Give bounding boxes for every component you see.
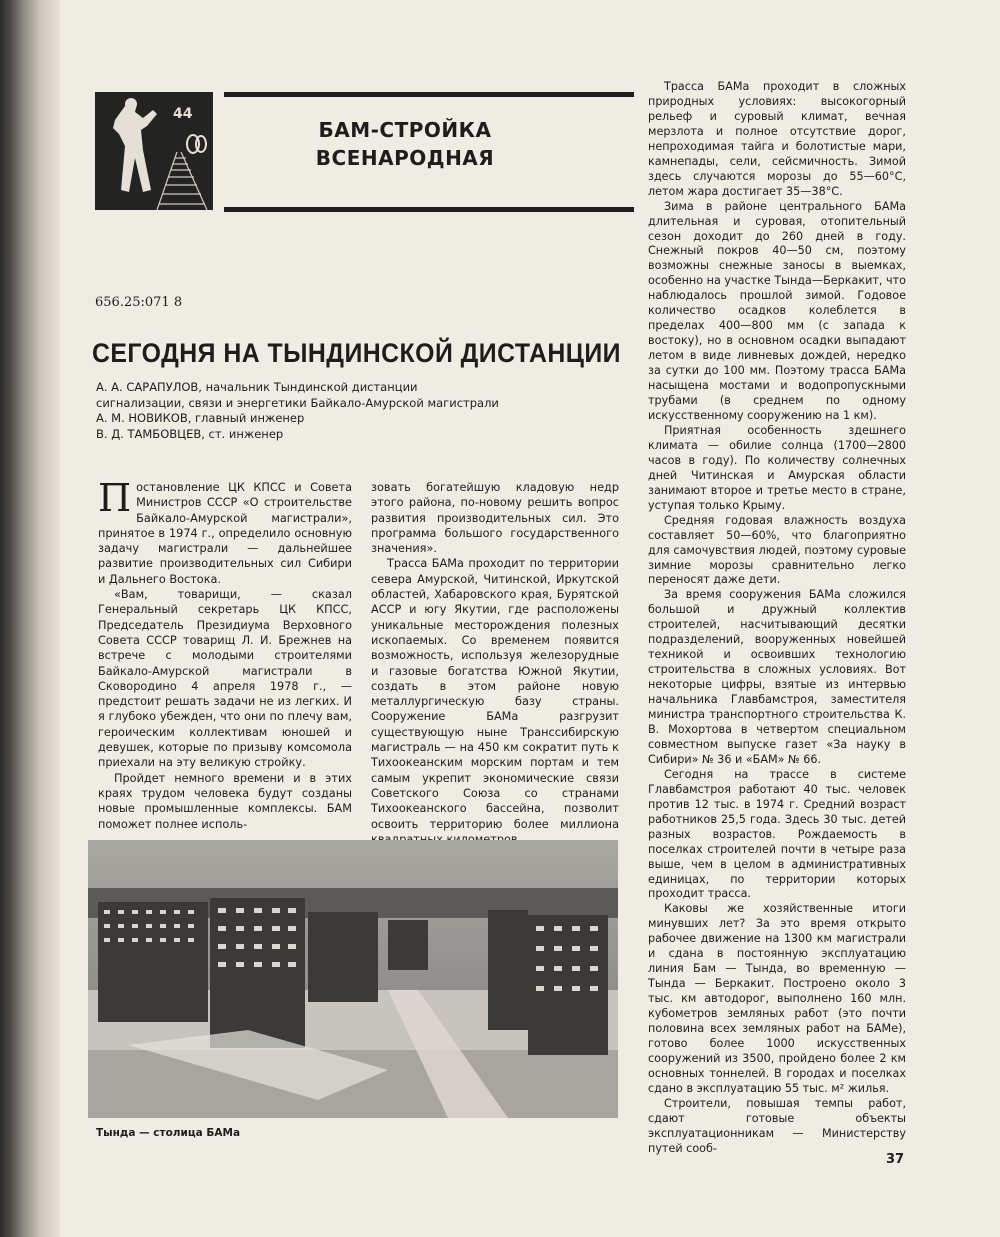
banner-bottom-rule xyxy=(224,207,634,212)
page-number: 37 xyxy=(886,1152,905,1167)
author-line: В. Д. ТАМБОВЦЕВ, ст. инженер xyxy=(96,426,284,441)
tynda-city-photo xyxy=(88,840,618,1118)
paragraph: зовать богатейшую кладовую недр этого района, по-новому решить вопрос развития производительных сил. Это программа большого государственного значения». xyxy=(371,481,619,556)
paragraph: Трасса БАМа проходит по территории севера Амурской, Читинской, Иркутской областей, Хабаровского края, Бурятской АССР и югу Якутии, где расположены уникальные месторождения полезных ископаемых. Со временем появится возможность, используя железорудные и газовые богатства Южной Якутии, создать в этом районе новую металлургическую базу страны. Сооружение БАМа разгрузит существующую ныне Транссибирскую магистраль — на 450 км сократит путь к Тихоокеанским морским портам и тем самым укрепит экономические связи Советского Союза со странами Тихоокеанского бассейна, позволит освоить территорию более миллиона xyxy=(371,557,619,831)
section-title xyxy=(300,116,510,172)
author-line: сигнализации, связи и энергетики Байкало-Амурской магистрали xyxy=(96,395,499,410)
paragraph: За время сооружения БАМа сложился большой и дружный коллектив строителей, насчитывающий десятки подразделений, вооруженных новейшей техникой и освоивших технологию строительства в сложных условиях. Вот некоторые цифры, взятые из интервью начальника Главбамстроя, заместителя министра транспортного строительства К. В. Мохортова в четвертом специальном совместном выпуске газет «За науку в Сибири» № 36 и «БАМ» № 66. xyxy=(648,588,906,766)
paragraph: Зима в районе центрального БАМа длительная и суровая, отопительный сезон доходит до 260 дней в году. Снежный покров 40—50 см, поэтому возможны снежные заносы в выемках, особенно на участке Тында—Беркакит, что наблюдалось прошлой зимой. Годовое количество осадков колеблется в пределах 400—800 мм (с запада к востоку), но в основном осадки выпадают летом в виде ливневых дождей, нередко за сутки до 100 мм. Поэтому трасса БАМа насыщена мостами и водопропускными трубами (в среднем по одному искусственному сооружению на 1 км). xyxy=(648,199,906,422)
paragraph: Пройдет немного времени и в этих краях трудом человека будут созданы новые промышленные комплексы. БАМ поможет полнее исполь- xyxy=(98,771,352,831)
paragraph: остановление ЦК КПСС и Совета Министров СССР «О строительстве Байкало-Амурской магистрали», принятое в 1974 г., определило основную задачу магистрали — дальнейшее развитие производительных сил Сибири и Дальнего Востока. xyxy=(98,481,352,586)
article-column-3 xyxy=(648,80,906,1157)
authors-block xyxy=(96,380,499,442)
svg-text:44: 44 xyxy=(173,106,193,122)
udc-code: 656.25:071 8 xyxy=(95,295,183,310)
section-title-line2: ВСЕНАРОДНАЯ xyxy=(315,146,495,170)
photo-caption: Тында — столица БАМа xyxy=(96,1127,241,1139)
paragraph: Сегодня на трассе в системе Главбамстроя работают 40 тыс. человек против 12 тыс. в 1974 г. Средний возраст работников 25,5 года. Здесь 30 тыс. детей разных возрастов. Рождаемость в поселках строителей почти в четыре раза выше, чем в целом в административных единицах, по территории которых проходит трасса. xyxy=(648,767,906,901)
drop-cap: П xyxy=(98,476,132,520)
book-spine-shadow xyxy=(0,0,60,1237)
bam-emblem-image xyxy=(95,92,213,210)
paragraph: Строители, повышая темпы работ, сдают готовые объекты эксплуатационникам — Министерству путей сооб- xyxy=(648,1096,906,1155)
paragraph: «Вам, товарищи, — сказал Генеральный секретарь ЦК КПСС, Председатель Президиума Верховного Совета СССР товарищ Л. И. Брежнев на встрече с молодыми строителями Байкало-Амурской магистрали в Сковородино 4 апреля 1978 г., — предстоит решать задачи не из легких. И я глубоко убежден, что они по плечу вам, героическим коллективам юношей и девушек, которые по призыву комсомола приехали на эту великую стройку. xyxy=(98,588,352,770)
section-title-line1: БАМ-СТРОЙКА xyxy=(318,118,492,142)
paragraph: Приятная особенность здешнего климата — обилие солнца (1700—2800 часов в году). По количеству солнечных дней Читинская и Амурская области занимают второе и третье место в стране, уступая только Крыму. xyxy=(648,423,906,512)
article-column-1 xyxy=(98,476,352,832)
paragraph: Средняя годовая влажность воздуха составляет 50—60%, что благоприятно для самочувствия людей, поэтому суровые зимние морозы сравнительно легко переносят даже дети. xyxy=(648,513,906,587)
article-column-2 xyxy=(371,480,619,847)
banner-top-rule xyxy=(224,92,634,97)
article-headline: СЕГОДНЯ НА ТЫНДИНСКОЙ ДИСТАНЦИИ xyxy=(92,338,621,368)
worker-silhouette-icon xyxy=(95,92,213,210)
paragraph: Трасса БАМа проходит в сложных природных условиях: высокогорный рельеф и суровый климат, вечная мерзлота и полное отсутствие дорог, непроходимая тайга и болотистые мари, камнепады, сели, сейсмичность. Зимой здесь случаются морозы до 55—60°С, летом жара достигает 35—38°С. xyxy=(648,80,906,198)
city-skyline-image xyxy=(88,840,618,1118)
paragraph: Каковы же хозяйственные итоги минувших лет? За это время открыто рабочее движение на 1300 км магистрали и сдана в постоянную эксплуатацию линия Бам — Тында, во временную — Тында — Беркакит. Построено около 3 тыс. км автодорог, выполнено 160 млн. кубометров земляных работ (это почти половина всех земляных работ на БАМе), готово более 1000 искусственных сооружений из 3500, пройдено более 2 км основных тоннелей. В городах и поселках сдано в эксплуатацию 55 тыс. м² жилья. xyxy=(648,902,906,1095)
author-line: А. А. САРАПУЛОВ, начальник Тындинской дистанции xyxy=(96,380,418,394)
author-line: А. М. НОВИКОВ, главный инженер xyxy=(96,411,305,425)
